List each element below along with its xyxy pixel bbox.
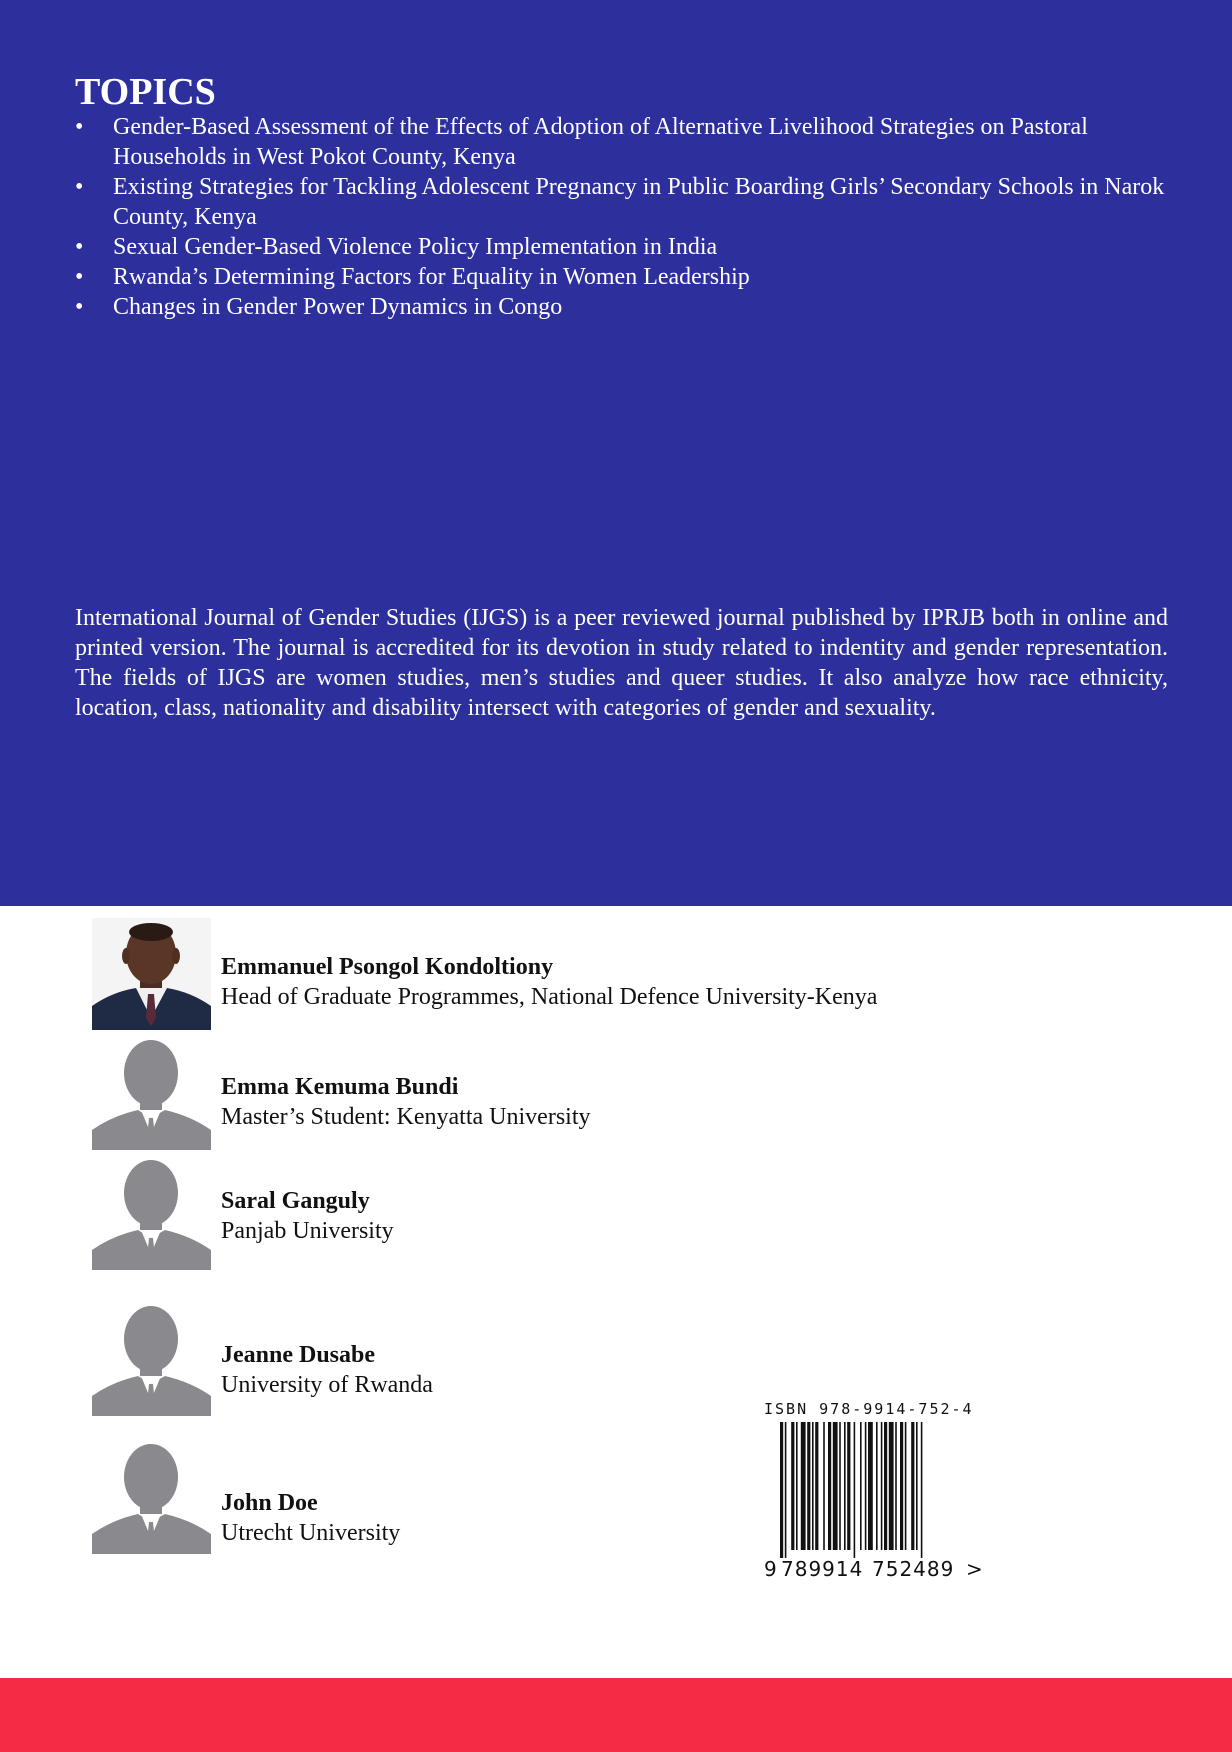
barcode-bar: [807, 1422, 810, 1550]
author-name: Saral Ganguly: [221, 1188, 370, 1214]
author-name: Emmanuel Psongol Kondoltiony: [221, 954, 554, 980]
author-name: Emma Kemuma Bundi: [221, 1074, 459, 1100]
isbn-label: ISBN 978-9914-752-4: [764, 1400, 974, 1418]
barcode-bar: [868, 1422, 873, 1550]
barcode-bar: [876, 1422, 878, 1550]
topic-item: • Existing Strategies for Tackling Adolescent Pregnancy in Public Boarding Girls’ Secondary Schools in Narok County, Kenya: [75, 172, 1175, 232]
barcode-bar: [911, 1422, 914, 1550]
journal-description: International Journal of Gender Studies (IJGS) is a peer reviewed journal published by IPRJB both in online and printed version. The journal is accredited for its devotion in study related to indentity and gender representation. The fields of IJGS are women studies, men’s studies and queer studies. It also analyze how race ethnicity, location, class, nationality and disability intersect with categories of gender and sexuality.: [75, 605, 1168, 721]
author-name: John Doe: [221, 1490, 318, 1516]
topics-list: [75, 112, 1175, 322]
barcode-bar: [812, 1422, 814, 1550]
barcode-bar: [801, 1422, 806, 1550]
barcode-bar: [905, 1422, 907, 1550]
barcode-bar: [916, 1422, 918, 1550]
barcode-bar: [791, 1422, 794, 1550]
barcode-bar: [895, 1422, 897, 1550]
barcode-bar: [921, 1422, 923, 1558]
author-photo: [92, 918, 211, 1030]
person-silhouette-icon: [92, 1038, 211, 1150]
cover-bottom-bar: [0, 1678, 1232, 1752]
barcode-bar: [900, 1422, 903, 1550]
author-entry: [92, 918, 892, 1038]
barcode-bar: [844, 1422, 846, 1550]
barcode-bar: [796, 1422, 798, 1550]
topics-heading: TOPICS: [75, 71, 216, 113]
topic-item: • Gender-Based Assessment of the Effects of Adoption of Alternative Livelihood Strategies on Pastoral Households in West Pokot County, Kenya: [75, 112, 1175, 172]
barcode-first-digit: 9: [764, 1557, 777, 1581]
author-entry: [92, 1158, 892, 1278]
topic-item: • Changes in Gender Power Dynamics in Congo: [75, 292, 1175, 322]
barcode-bar: [889, 1422, 894, 1550]
barcode-bar: [780, 1422, 783, 1558]
barcode-bar: [860, 1422, 862, 1550]
author-affiliation: Head of Graduate Programmes, National Defence University-Kenya: [221, 984, 878, 1010]
person-silhouette-icon: [92, 1304, 211, 1416]
barcode-bars: [780, 1422, 922, 1558]
topic-item: • Rwanda’s Determining Factors for Equality in Women Leadership: [75, 262, 1175, 292]
barcode-bar: [854, 1422, 856, 1558]
isbn-barcode: [760, 1400, 990, 1580]
barcode-bar: [828, 1422, 831, 1550]
barcode-bar: [839, 1422, 841, 1550]
barcode-bar: [847, 1422, 850, 1550]
person-silhouette-icon: [92, 1442, 211, 1554]
barcode-bar: [881, 1422, 883, 1550]
topic-item: • Sexual Gender-Based Violence Policy Implementation in India: [75, 232, 1175, 262]
author-affiliation: Utrecht University: [221, 1520, 401, 1546]
barcode-digits-left: 789914: [781, 1557, 864, 1581]
barcode-digits-right: 752489: [872, 1557, 955, 1581]
author-affiliation: Panjab University: [221, 1218, 394, 1244]
barcode-bar: [833, 1422, 838, 1550]
barcode-bar: [823, 1422, 825, 1550]
barcode-bar: [865, 1422, 867, 1550]
author-entry: [92, 1038, 892, 1158]
barcode-bar: [884, 1422, 887, 1550]
author-name: Jeanne Dusabe: [221, 1342, 376, 1368]
author-affiliation: Master’s Student: Kenyatta University: [221, 1104, 591, 1130]
author-affiliation: University of Rwanda: [221, 1372, 433, 1398]
barcode-bar: [815, 1422, 818, 1550]
barcode-trailer: >: [966, 1557, 983, 1581]
barcode-bar: [785, 1422, 787, 1558]
person-silhouette-icon: [92, 1158, 211, 1270]
